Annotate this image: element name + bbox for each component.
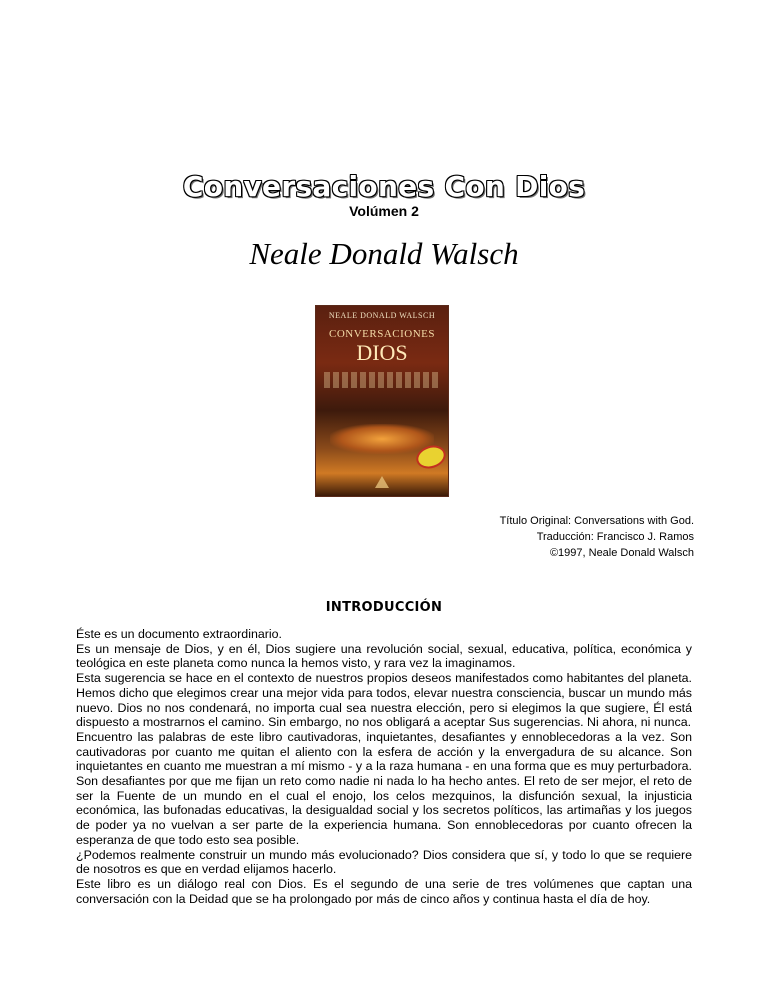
cover-author-text: NEALE DONALD WALSCH <box>328 311 436 320</box>
cover-subtitle-decoration <box>324 372 440 388</box>
paragraph: Éste es un documento extraordinario. <box>76 627 282 641</box>
paragraph: Este libro es un diálogo real con Dios. Es el segundo de una serie de tres volúmenes que captan una conversación con la Deidad que se ha prolongado por más de cinco años y continua hasta el día de hoy. <box>76 876 692 906</box>
volume-label: Volúmen 2 <box>349 203 419 219</box>
introduction-body <box>76 627 692 906</box>
publisher-logo-icon <box>375 476 389 488</box>
paragraph: Esta sugerencia se hace en el contexto de nuestros propios deseos manifestados como habitantes del planeta. Hemos dicho que elegimos crear una mejor vida para todos, elevar nuestra consciencia, buscar un mundo más nuevo. Dios no nos condenará, no importa cual sea nuestra elección, pero si elegimos la que sugiere, Él está dispuesto a mostrarnos el camino. Sin embargo, no nos obligará a aceptar Sus sugerencias. Ni ahora, ni nunca. <box>76 671 692 730</box>
cover-title-line1: CONVERSACIONES <box>328 328 435 340</box>
cover-title-line2: DIOS <box>356 340 408 365</box>
section-heading: INTRODUCCIÓN <box>325 600 443 615</box>
translation-credit: Traducción: Francisco J. Ramos <box>536 531 694 543</box>
paragraph: ¿Podemos realmente construir un mundo más evolucionado? Dios considera que sí, y todo lo que se requiere de nosotros es que en verdad elijamos hacerlo. <box>76 847 692 877</box>
paragraph: Es un mensaje de Dios, y en él, Dios sugiere una revolución social, sexual, educativa, política, económica y teológica en este planeta como nunca la hemos visto, y rara vez la imaginamos. <box>76 641 692 671</box>
book-cover-image <box>316 306 448 496</box>
author-name: Neale Donald Walsch <box>249 236 519 271</box>
cover-glow-decoration <box>330 424 434 454</box>
copyright-credit: ©1997, Neale Donald Walsch <box>549 547 694 559</box>
original-title-credit: Título Original: Conversations with God. <box>499 515 694 527</box>
paragraph: Encuentro las palabras de este libro cautivadoras, inquietantes, desafiantes y ennoblecedoras a la vez. Son cautivadoras por cuanto me quitan el aliento con la esfera de acción y la envergadura de su alcance. Son inquietantes en cuanto me muestran a mí mismo - y a la raza humana - en una forma que es muy perturbadora. Son desafiantes por que me fijan un reto como nadie ni nada lo ha hecho antes. El reto de ser mejor, el reto de ser la Fuente de un mundo en el cual el enojo, los celos mezquinos, la disfunción sexual, la injusticia económica, las bufonadas educativas, la desigualdad social y los secretos políticos, las artimañas y los juegos de poder ya no vuelvan a ser parte de la experiencia humana. Son ennoblecedoras por cuanto ofrecen la esperanza de que todo esto sea posible. <box>76 729 692 847</box>
book-title: Conversaciones Con Dios <box>182 170 586 203</box>
credits-block <box>500 513 694 561</box>
